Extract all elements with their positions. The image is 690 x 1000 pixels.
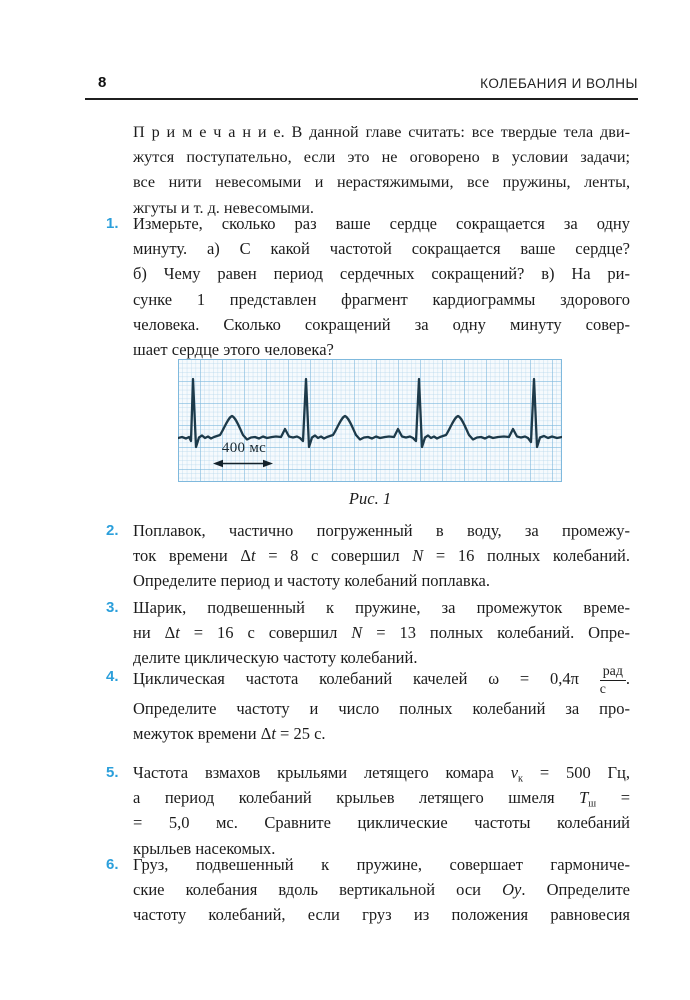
ecg-plot bbox=[178, 359, 562, 482]
problem-3-number: 3. bbox=[106, 599, 119, 616]
problem-text-line: ни Δt = 16 с совершил N = 13 полных колебаний. Опре- bbox=[133, 623, 630, 643]
note-line: жгуты и т. д. невесомыми. bbox=[133, 198, 314, 217]
problem-text-line: Частота взмахов крыльями летящего комара $\nu_к = 500$ Гц, bbox=[133, 763, 630, 785]
problem-2 bbox=[106, 518, 630, 594]
problem-2-text bbox=[133, 518, 630, 594]
problem-text-line: крыльев насекомых. bbox=[133, 838, 276, 858]
problem-text-line: межуток времени Δt = 25 с. bbox=[133, 724, 326, 744]
problem-text-line: Определите период и частоту колебаний поплавка. bbox=[133, 571, 490, 591]
problem-5-number: 5. bbox=[106, 764, 119, 781]
problem-4-text bbox=[133, 664, 630, 747]
problem-2-number: 2. bbox=[106, 522, 119, 539]
problem-4-number: 4. bbox=[106, 668, 119, 685]
problem-text-line: делите циклическую частоту колебаний. bbox=[133, 648, 418, 668]
problem-text-line: Шарик, подвешенный к пружине, за промежуток време- bbox=[133, 598, 630, 617]
note-paragraph bbox=[133, 120, 630, 221]
problem-5-text bbox=[133, 760, 630, 861]
problem-text-line: б) Чему равен период сердечных сокращений? в) На ри- bbox=[133, 264, 630, 284]
problem-6 bbox=[106, 852, 630, 928]
problem-text-line: сунке 1 представлен фрагмент кардиограммы здорового bbox=[133, 289, 630, 309]
note-line: П р и м е ч а н и е. В данной главе считать: все твердые тела дви- bbox=[133, 123, 630, 141]
problem-text-line: Определите частоту и число полных колебаний за про- bbox=[133, 699, 630, 719]
problem-1-number: 1. bbox=[106, 215, 119, 232]
problem-text-line: минуту. а) С какой частотой сокращается ваше сердце? bbox=[133, 239, 630, 259]
problem-text-line: Циклическая частота колебаний качелей ω = 0,4π $\frac{\text{рад}}{с}$ . bbox=[133, 663, 630, 696]
problem-text-line: Измерьте, сколько раз ваше сердце сокращается за одну bbox=[133, 214, 630, 233]
problem-1-text bbox=[133, 211, 630, 362]
problem-text-line: шает сердце этого человека? bbox=[133, 340, 334, 360]
problem-text-line: = 5,0 мс. Сравните циклические частоты колебаний bbox=[133, 813, 630, 833]
problem-3 bbox=[106, 595, 630, 671]
problem-text-line: ские колебания вдоль вертикальной оси Oy. Определите bbox=[133, 880, 631, 900]
problem-6-number: 6. bbox=[106, 856, 119, 873]
running-title: КОЛЕБАНИЯ И ВОЛНЫ bbox=[480, 76, 638, 91]
page-header bbox=[85, 74, 638, 100]
figure-caption: Рис. 1 bbox=[348, 489, 392, 508]
problem-text-line: а период колебаний крыльев летящего шмеля $T_ш$ = bbox=[133, 788, 630, 810]
problem-6-text bbox=[133, 852, 630, 928]
problem-text-line: Поплавок, частично погруженный в воду, за промежу- bbox=[133, 521, 630, 540]
page-number: 8 bbox=[98, 74, 107, 91]
duration-label: 400 мс bbox=[221, 440, 267, 456]
problem-text-line: ток времени Δt = 8 с совершил N = 16 полных колебаний. bbox=[133, 546, 630, 566]
problem-4 bbox=[106, 664, 630, 747]
note-line: жутся поступательно, если это не оговорено в условии задачи; bbox=[133, 148, 630, 167]
problem-text-line: частоту колебаний, если груз из положения равновесия bbox=[133, 905, 630, 925]
problem-3-text bbox=[133, 595, 630, 671]
problem-text-line: Груз, подвешенный к пружине, совершает гармониче- bbox=[133, 855, 630, 874]
problem-5 bbox=[106, 760, 630, 861]
problem-1 bbox=[106, 211, 630, 362]
cardiogram-figure bbox=[178, 359, 562, 482]
problem-text-line: человека. Сколько сокращений за одну минуту совер- bbox=[133, 314, 630, 334]
note-line: все нити невесомыми и нерастяжимыми, все пружины, ленты, bbox=[133, 173, 630, 192]
